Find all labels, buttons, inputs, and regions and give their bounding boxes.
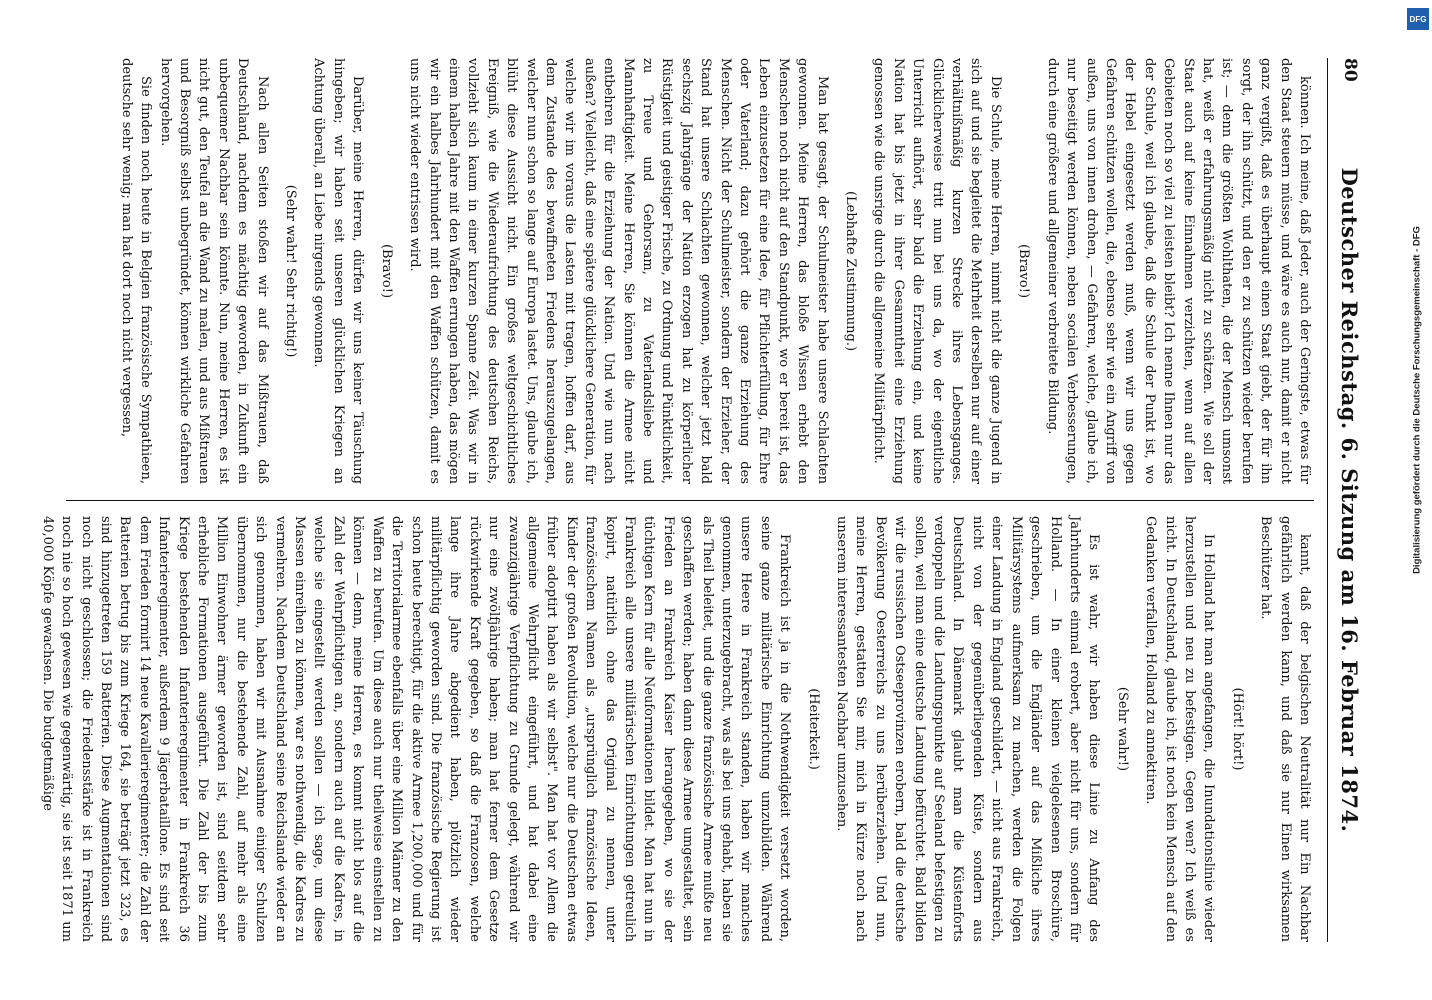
paragraph: Darüber, meine Herren, dürfen wir uns keiner Täuschung hingeben; wir haben seit unseren glücklichen Kriegen an Achtung überall, an Liebe nirgends gewonnen.	[311, 58, 366, 484]
paragraph: Nach allen Seiten stoßen wir auf das Mißtrauen, daß Deutschland, nachdem es mächtig geworden, in Zukunft ein unbequemer Nachbar sein könnte. Nun, meine Herren, es ist nicht gut, den Teufel an die Wand zu malen, und aus Mißtrauen und Besorgniß selbst unbegründet, können wirkliche Gefahren hervorgehen.	[157, 58, 270, 484]
column-divider	[66, 500, 1314, 501]
paragraph: kannt, daß der belgischen Neutralität nur Ein Nachbar gefährlich werden kann, und daß sie nur Einen wirksamen Beschützer hat.	[1258, 516, 1312, 942]
right-column	[39, 516, 1314, 942]
left-column	[56, 58, 1314, 484]
reaction-note: (Sehr wahr!)	[1114, 686, 1130, 772]
paragraph: Die Schule, meine Herren, nimmt nicht die ganze Jugend in sich auf und sie begleitet die Mehrheit derselben nur auf einer verhältnißmäßig kurzen Strecke ihres Lebensganges. Glücklicherweise tritt nun bei uns da, wo der eigentliche Unterricht aufhört, sehr bald die Erziehung ein, und keine Nation hat bis jetzt in ihrer Gesammtheit eine Erziehung genossen wie die unsrige durch die allgemeine Militärpflicht.	[871, 58, 1003, 484]
reaction-note: (Bravo!)	[378, 243, 394, 299]
dfg-logo: DFG	[1407, 8, 1429, 30]
paragraph: Man hat gesagt, der Schulmeister habe unsere Schlachten gewonnen. Meine Herren, das bloße Wissen erhebt den Menschen noch nicht auf den Standpunkt, wo er bereit ist, das Leben einzusetzen für eine Idee, für Pflichterfüllung, für Ehre oder Vaterland; dazu gehört die ganze Erziehung des Menschen. Nicht der Schulmeister, sondern der Erzieher, der Stand hat unsere Schlachten gewonnen, welcher jetzt bald sechszig Jahrgänge der Nation erzogen hat zu körperlicher Rüstigkeit und geistiger Frische, zu Ordnung und Pünktlichkeit, zu Treue und Gehorsam, zu Vaterlandsliebe und Mannhaftigkeit. Meine Herren, Sie können die Armee nicht entbehren für die Erziehung der Nation. Und wie nun nach außen? Vielleicht, daß eine spätere glücklichere Generation, für welche wir im voraus die Lasten mit tragen, hoffen darf, aus dem Zustande des bewaffneten Friedens herauszugelangen, welcher nun schon so lange auf Europa lastet. Uns, glaube ich, blüht diese Aussicht nicht. Ein großes weltgeschichtliches Ereigniß, wie die Wiederaufrichtung des deutschen Reichs, vollzieht sich kaum in einer kurzen Spanne Zeit. Was wir in einem halben Jahre mit den Waffen errungen haben, das mögen wir ein halbes Jahrhundert mit den Waffen schützen, damit es uns nicht wieder entrissen wird.	[407, 58, 830, 484]
paragraph: können. Ich meine, daß Jeder, auch der Geringste, etwas für den Staat steuern müsse, und wäre es auch nur, damit er nicht ganz vergißt, daß es überhaupt einen Staat giebt, der für ihn sorgt, der ihn schützt, und den er zu schützen wieder berufen ist; — denn die größten Wohlthaten, die der Mensch umsonst hat, weiß er erfahrungsmäßig nicht zu schätzen. Wie soll der Staat auch auf keine Einnahmen verzichten, wenn auf allen Gebieten noch so viel zu leisten bleibt? Ich nenne Ihnen nur das der Schule, weil ich glaube, daß die Schule der Punkt ist, wo der Hebel eingesetzt werden muß, wenn wir uns gegen Gefahren schützen wollen, die, ebenso sehr wie ein Angriff von außen, uns von innen drohen, — Gefahren, welche, glaube ich, nur beseitigt werden können, neben socialen Verbesserungen, durch eine größere und allgemeiner verbreitete Bildung.	[1044, 58, 1312, 484]
reaction-note: (Lebhafte Zustimmung.)	[843, 190, 859, 352]
reaction-note: (Sehr wahr! Sehr richtig!)	[283, 184, 299, 358]
paragraph: Frankreich ist ja in die Nothwendigkeit versetzt worden, seine ganze militärische Einrichtung umzubilden. Während unsere Heere in Frankreich standen, haben wir manches genommen, unterzugebracht, was als bei uns gehabt, haben sie als Theil beleitet, und die ganze französische Armee mußte neu geschaffen werden; haben dann diese Armee umgestaltet, sein Frieden an Frankreich Kaiser herangegeben, wo sie der tüchtigen Kern für alle Neuformationen bildet. Man hat nun in Frankreich alle unsere militärischen Einrichtungen getreulich kopirt, natürlich ohne das Original zu nennen, unter französischem Namen als „ursprünglich französische Ideen, Kinder der großen Revolution, welche nur die Deutschen etwas früher adoptirt haben als wir selbst". Man hat vor Allem die allgemeine Wehrpflicht eingeführt, und hat dabei eine zwanzigjährige Verpflichtung zu Grunde gelegt, während wir nur eine zwölfjährige haben; man hat ferner dem Gesetze rückwirkende Kraft gegeben, so daß die Franzosen, welche lange ihre Jahre abgedient haben, plötzlich wieder militärpflichtig geworden sind. Die französische Regierung ist schon heute berechtigt, für die aktive Armee 1,200,000 und für die Territorialarmee ebenfalls über eine Million Männer zu den Waffen zu berufen. Um diese auch nur theilweise einstellen zu können — denn, meine Herren, es kommt nicht blos auf die Zahl der Wehrpflichtigen an, sondern auch auf die Kadres, in welche sie eingestellt werden sollen — ich sage, um diese Massen einreihen zu können, war es nothwendig, die Kadres zu vermehren. Nachdem Deutschland seine Reichslande wieder an sich genommen, haben wir mit Ausnahme einiger Schulzen übernommen, nur die bestehende Zahl, auf mehr als eine Million Einwohner ärmer geworden ist, sind seitdem sehr erhebliche Formationen ausgeführt. Die Zahl der bis zum Kriege bestehenden Infanterieregimenter in Frankreich 36 Infanterieregimenter, außerdem 9 Jägerbataillone. Es sind seit dem Frieden formirt 14 neue Kavallerieregimenter; die Zahl der Batterien betrug bis zum Kriege 164, sie beträgt jetzt 323, es sind hinzugetreten 159 Batterien. Diese Augmentationen sind noch nicht geschlossen; die Friedensstärke ist in Frankreich noch nie so hoch gewesen wie gegenwärtig, sie ist seit 1871 um 40,000 Köpfe gewachsen. Die budgetmäßige	[39, 516, 793, 942]
page-number: 80	[1340, 58, 1360, 82]
running-head: Deutscher Reichstag. 6. Sitzung am 16. Februar 1874.	[1337, 167, 1362, 833]
reaction-note: (Hört! hört!)	[1229, 687, 1245, 771]
paragraph: Sie finden noch heute in Belgien französische Sympathieen, deutsche sehr wenig; man hat dort noch nicht vergessen,	[118, 58, 154, 484]
paragraph: In Holland hat man angefangen, die Inundationslinie wieder herzustellen und neu zu befestigen. Gegen wen? Ich weiß es nicht. In Deutschland, glaube ich, ist noch kein Mensch auf den Gedanken verfallen, Holland zu annektiren.	[1143, 516, 1217, 942]
page-header	[1327, 58, 1368, 942]
digitization-credit	[1408, 30, 1426, 770]
reaction-note: (Bravo!)	[1016, 243, 1032, 299]
credit-text: Digitalisierung gefördert durch die Deutsche Forschungsgemeinschaft - DFG	[1411, 226, 1423, 574]
document-page	[39, 30, 1386, 970]
paragraph: Es ist wahr, wir haben diese Linie zu Anfang des Jahrhunderts einmal erobert, aber nicht für uns, sondern für Holland. — In einer kleinen vielgelesenen Broschüre, geschrieben, um die Engländer auf das Mißliche ihres Militärsystems aufmerksam zu machen, werden die Folgen einer Landung in England geschildert, — nicht aus Frankreich, nicht von der gegenüberliegenden Küste, sondern aus Deutschland. In Dänemark glaubt man die Küstenforts verdoppeln und die Landungspunkte auf Seeland befestigen zu sollen, weil man eine deutsche Landung befürchtet. Bald bilden wir die russischen Ostseeprovinzen erobern, bald die deutsche Bevölkerung Oesterreichs zu uns herüberziehen. Und nun, meine Herren, gestatten Sie mir, mich in Kürze noch nach unserem interessantesten Nachbar umzusehen.	[834, 516, 1102, 942]
reaction-note: (Heiterkeit.)	[805, 688, 821, 770]
